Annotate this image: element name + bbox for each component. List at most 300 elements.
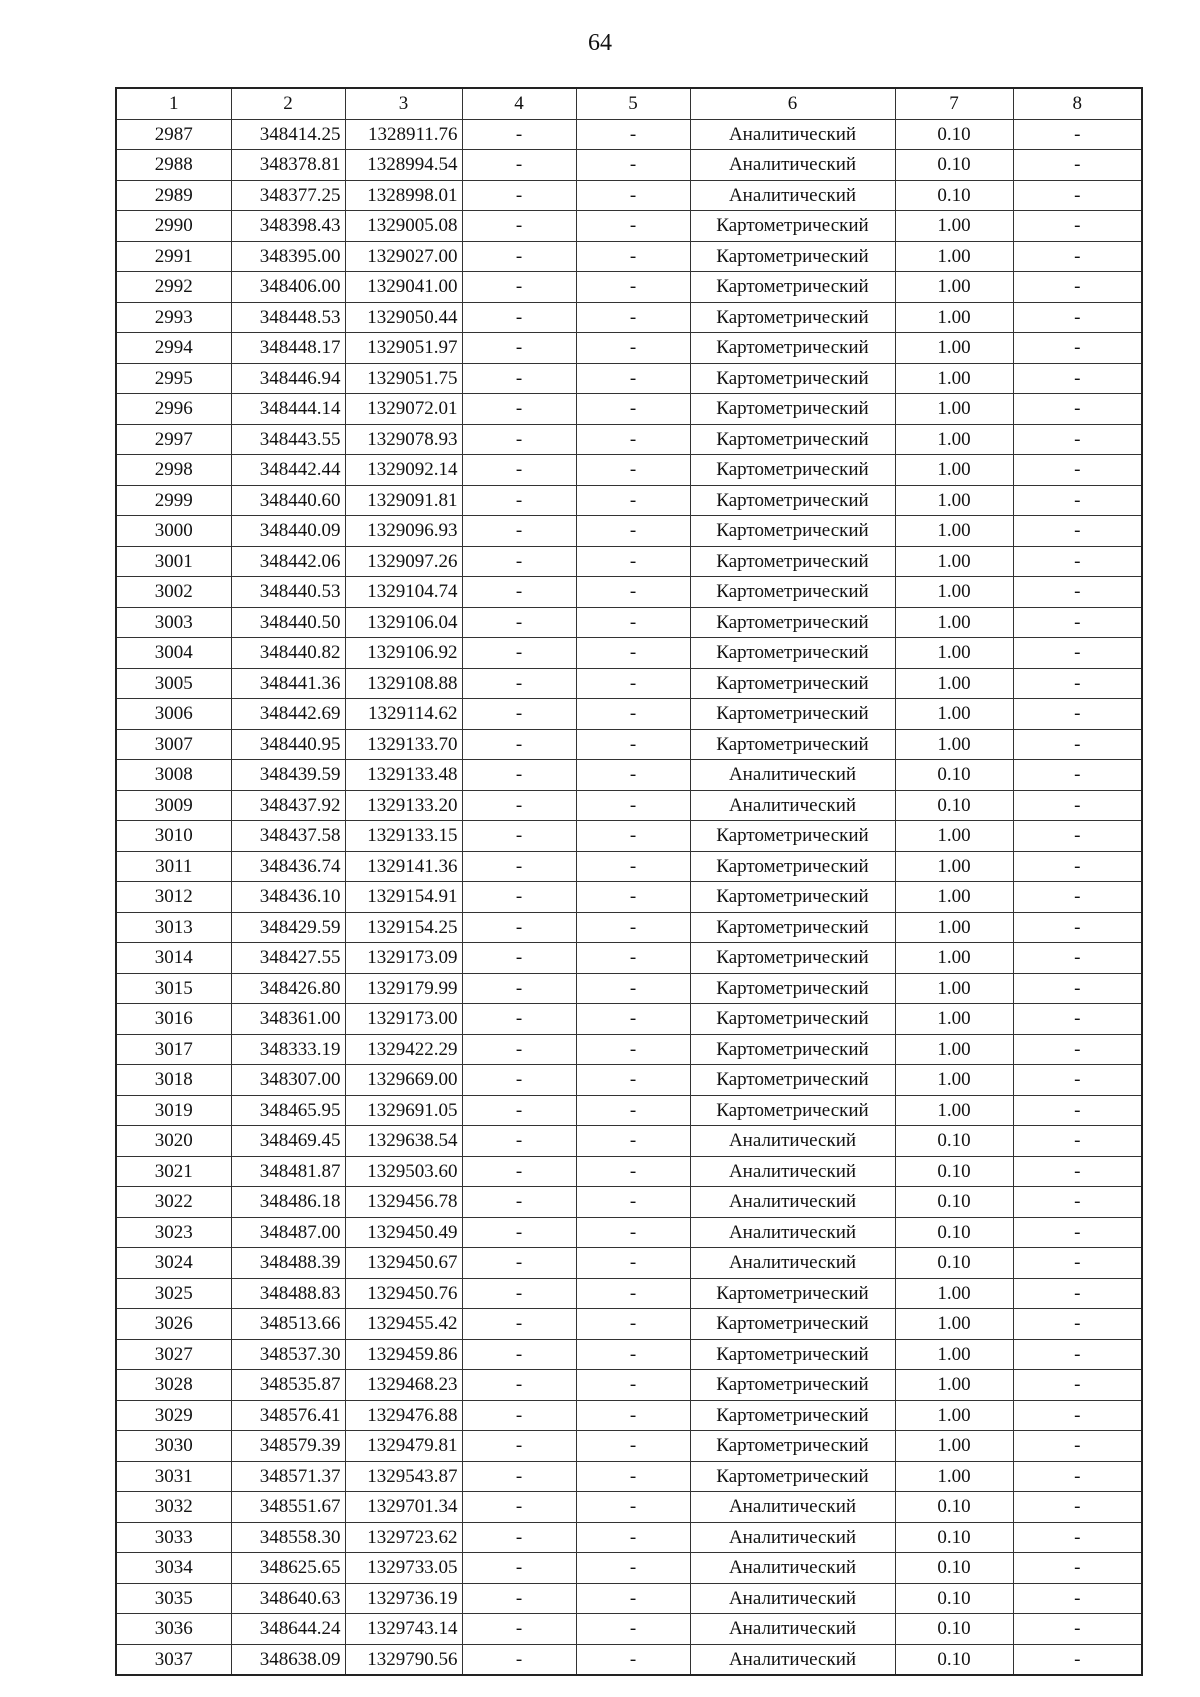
cell-coordinate-y: 1329114.62 <box>345 699 462 730</box>
cell-column-4-value: - <box>462 607 576 638</box>
table-row <box>116 1339 1142 1370</box>
table-row <box>116 638 1142 669</box>
table-row <box>116 455 1142 486</box>
coordinates-table <box>115 87 1143 1676</box>
cell-column-8-value: - <box>1013 1431 1142 1462</box>
cell-method: Картометрический <box>690 516 895 547</box>
cell-coordinate-x: 348440.50 <box>231 607 345 638</box>
cell-method: Картометрический <box>690 882 895 913</box>
cell-column-8-value: - <box>1013 1370 1142 1401</box>
table-row <box>116 790 1142 821</box>
table-row <box>116 1553 1142 1584</box>
cell-accuracy: 1.00 <box>895 241 1013 272</box>
table-row <box>116 1217 1142 1248</box>
cell-column-5-value: - <box>576 546 690 577</box>
cell-column-5-value: - <box>576 1614 690 1645</box>
cell-column-4-value: - <box>462 1370 576 1401</box>
cell-coordinate-x: 348429.59 <box>231 912 345 943</box>
cell-method: Картометрический <box>690 821 895 852</box>
cell-accuracy: 1.00 <box>895 1278 1013 1309</box>
cell-column-8-value: - <box>1013 943 1142 974</box>
cell-method: Картометрический <box>690 912 895 943</box>
table-row <box>116 882 1142 913</box>
cell-coordinate-y: 1329050.44 <box>345 302 462 333</box>
cell-accuracy: 1.00 <box>895 729 1013 760</box>
cell-column-5-value: - <box>576 943 690 974</box>
cell-column-4-value: - <box>462 333 576 364</box>
cell-coordinate-x: 348571.37 <box>231 1461 345 1492</box>
cell-column-4-value: - <box>462 1156 576 1187</box>
cell-method: Картометрический <box>690 1461 895 1492</box>
cell-column-5-value: - <box>576 1126 690 1157</box>
cell-point-number: 2990 <box>116 211 231 242</box>
cell-column-5-value: - <box>576 1400 690 1431</box>
cell-coordinate-x: 348361.00 <box>231 1004 345 1035</box>
cell-point-number: 2999 <box>116 485 231 516</box>
cell-accuracy: 0.10 <box>895 1644 1013 1675</box>
cell-coordinate-y: 1329459.86 <box>345 1339 462 1370</box>
cell-coordinate-y: 1329479.81 <box>345 1431 462 1462</box>
cell-coordinate-x: 348535.87 <box>231 1370 345 1401</box>
cell-method: Картометрический <box>690 363 895 394</box>
cell-column-4-value: - <box>462 973 576 1004</box>
column-header-5: 5 <box>576 88 690 119</box>
cell-method: Картометрический <box>690 211 895 242</box>
cell-accuracy: 1.00 <box>895 1004 1013 1035</box>
cell-point-number: 3020 <box>116 1126 231 1157</box>
cell-column-5-value: - <box>576 1522 690 1553</box>
cell-column-4-value: - <box>462 577 576 608</box>
cell-coordinate-y: 1329450.76 <box>345 1278 462 1309</box>
cell-coordinate-x: 348440.53 <box>231 577 345 608</box>
cell-coordinate-y: 1329691.05 <box>345 1095 462 1126</box>
cell-method: Аналитический <box>690 1126 895 1157</box>
cell-point-number: 3033 <box>116 1522 231 1553</box>
cell-column-5-value: - <box>576 424 690 455</box>
cell-coordinate-x: 348481.87 <box>231 1156 345 1187</box>
cell-column-4-value: - <box>462 1278 576 1309</box>
cell-column-5-value: - <box>576 119 690 150</box>
cell-point-number: 3013 <box>116 912 231 943</box>
cell-column-4-value: - <box>462 912 576 943</box>
cell-column-8-value: - <box>1013 211 1142 242</box>
cell-accuracy: 1.00 <box>895 455 1013 486</box>
cell-point-number: 3034 <box>116 1553 231 1584</box>
cell-coordinate-x: 348488.83 <box>231 1278 345 1309</box>
cell-coordinate-y: 1329173.00 <box>345 1004 462 1035</box>
cell-accuracy: 0.10 <box>895 1217 1013 1248</box>
cell-coordinate-y: 1329456.78 <box>345 1187 462 1218</box>
cell-coordinate-y: 1329790.56 <box>345 1644 462 1675</box>
table-row <box>116 1065 1142 1096</box>
cell-column-4-value: - <box>462 1034 576 1065</box>
cell-point-number: 3005 <box>116 668 231 699</box>
cell-accuracy: 1.00 <box>895 1461 1013 1492</box>
cell-column-4-value: - <box>462 821 576 852</box>
cell-coordinate-y: 1329133.70 <box>345 729 462 760</box>
cell-column-4-value: - <box>462 1248 576 1279</box>
cell-point-number: 3028 <box>116 1370 231 1401</box>
cell-method: Аналитический <box>690 119 895 150</box>
cell-method: Аналитический <box>690 1553 895 1584</box>
table-row <box>116 302 1142 333</box>
cell-accuracy: 1.00 <box>895 912 1013 943</box>
table-row <box>116 1431 1142 1462</box>
cell-column-5-value: - <box>576 1431 690 1462</box>
cell-coordinate-x: 348576.41 <box>231 1400 345 1431</box>
cell-coordinate-x: 348440.60 <box>231 485 345 516</box>
cell-coordinate-y: 1329455.42 <box>345 1309 462 1340</box>
cell-method: Аналитический <box>690 1156 895 1187</box>
table-row <box>116 424 1142 455</box>
cell-coordinate-x: 348436.74 <box>231 851 345 882</box>
cell-coordinate-y: 1329051.75 <box>345 363 462 394</box>
cell-column-8-value: - <box>1013 821 1142 852</box>
cell-column-5-value: - <box>576 1217 690 1248</box>
cell-column-8-value: - <box>1013 1156 1142 1187</box>
cell-method: Картометрический <box>690 607 895 638</box>
cell-column-8-value: - <box>1013 973 1142 1004</box>
cell-point-number: 3002 <box>116 577 231 608</box>
cell-column-8-value: - <box>1013 1187 1142 1218</box>
table-row <box>116 943 1142 974</box>
cell-method: Картометрический <box>690 729 895 760</box>
cell-accuracy: 1.00 <box>895 1065 1013 1096</box>
cell-point-number: 3032 <box>116 1492 231 1523</box>
cell-point-number: 3036 <box>116 1614 231 1645</box>
cell-column-8-value: - <box>1013 394 1142 425</box>
column-header-1: 1 <box>116 88 231 119</box>
cell-coordinate-y: 1329106.92 <box>345 638 462 669</box>
cell-point-number: 3001 <box>116 546 231 577</box>
table-row <box>116 1278 1142 1309</box>
cell-point-number: 2992 <box>116 272 231 303</box>
cell-column-5-value: - <box>576 455 690 486</box>
cell-method: Картометрический <box>690 577 895 608</box>
cell-column-8-value: - <box>1013 1217 1142 1248</box>
cell-coordinate-x: 348437.58 <box>231 821 345 852</box>
cell-method: Картометрический <box>690 394 895 425</box>
cell-column-8-value: - <box>1013 333 1142 364</box>
cell-method: Картометрический <box>690 455 895 486</box>
table-row <box>116 912 1142 943</box>
cell-coordinate-x: 348441.36 <box>231 668 345 699</box>
cell-coordinate-x: 348551.67 <box>231 1492 345 1523</box>
table-row <box>116 1522 1142 1553</box>
cell-coordinate-y: 1329476.88 <box>345 1400 462 1431</box>
table-row <box>116 241 1142 272</box>
cell-accuracy: 1.00 <box>895 546 1013 577</box>
cell-column-8-value: - <box>1013 790 1142 821</box>
cell-point-number: 2996 <box>116 394 231 425</box>
table-row <box>116 1004 1142 1035</box>
cell-column-4-value: - <box>462 1004 576 1035</box>
cell-accuracy: 1.00 <box>895 363 1013 394</box>
cell-coordinate-x: 348378.81 <box>231 150 345 181</box>
table-row <box>116 1156 1142 1187</box>
cell-point-number: 3037 <box>116 1644 231 1675</box>
cell-column-8-value: - <box>1013 302 1142 333</box>
table-row <box>116 119 1142 150</box>
table-row <box>116 1614 1142 1645</box>
table-row <box>116 607 1142 638</box>
cell-column-4-value: - <box>462 241 576 272</box>
cell-point-number: 3010 <box>116 821 231 852</box>
cell-column-4-value: - <box>462 1400 576 1431</box>
table-row <box>116 729 1142 760</box>
table-row <box>116 150 1142 181</box>
cell-accuracy: 0.10 <box>895 1553 1013 1584</box>
cell-method: Картометрический <box>690 668 895 699</box>
cell-accuracy: 1.00 <box>895 607 1013 638</box>
cell-accuracy: 0.10 <box>895 1126 1013 1157</box>
cell-method: Картометрический <box>690 973 895 1004</box>
cell-column-8-value: - <box>1013 180 1142 211</box>
cell-accuracy: 0.10 <box>895 1248 1013 1279</box>
table-row <box>116 272 1142 303</box>
cell-method: Картометрический <box>690 302 895 333</box>
cell-method: Аналитический <box>690 150 895 181</box>
cell-coordinate-x: 348436.10 <box>231 882 345 913</box>
table-header-row <box>116 88 1142 119</box>
cell-method: Картометрический <box>690 1095 895 1126</box>
cell-column-8-value: - <box>1013 455 1142 486</box>
cell-coordinate-y: 1329503.60 <box>345 1156 462 1187</box>
cell-coordinate-x: 348414.25 <box>231 119 345 150</box>
column-header-7: 7 <box>895 88 1013 119</box>
cell-coordinate-y: 1329097.26 <box>345 546 462 577</box>
cell-coordinate-x: 348487.00 <box>231 1217 345 1248</box>
cell-accuracy: 1.00 <box>895 333 1013 364</box>
cell-accuracy: 1.00 <box>895 882 1013 913</box>
cell-method: Аналитический <box>690 790 895 821</box>
cell-point-number: 2995 <box>116 363 231 394</box>
cell-column-4-value: - <box>462 729 576 760</box>
table-row <box>116 1644 1142 1675</box>
cell-column-8-value: - <box>1013 577 1142 608</box>
cell-method: Картометрический <box>690 546 895 577</box>
cell-column-4-value: - <box>462 119 576 150</box>
cell-point-number: 3026 <box>116 1309 231 1340</box>
cell-method: Картометрический <box>690 485 895 516</box>
cell-accuracy: 1.00 <box>895 821 1013 852</box>
cell-column-5-value: - <box>576 790 690 821</box>
cell-column-4-value: - <box>462 699 576 730</box>
cell-coordinate-y: 1329096.93 <box>345 516 462 547</box>
cell-accuracy: 1.00 <box>895 1400 1013 1431</box>
cell-method: Картометрический <box>690 851 895 882</box>
cell-point-number: 2997 <box>116 424 231 455</box>
cell-accuracy: 1.00 <box>895 1034 1013 1065</box>
cell-point-number: 3023 <box>116 1217 231 1248</box>
cell-coordinate-x: 348377.25 <box>231 180 345 211</box>
cell-coordinate-x: 348442.69 <box>231 699 345 730</box>
cell-method: Картометрический <box>690 1370 895 1401</box>
cell-point-number: 3006 <box>116 699 231 730</box>
cell-column-8-value: - <box>1013 272 1142 303</box>
cell-column-4-value: - <box>462 1187 576 1218</box>
cell-coordinate-y: 1329450.49 <box>345 1217 462 1248</box>
cell-coordinate-x: 348558.30 <box>231 1522 345 1553</box>
cell-method: Картометрический <box>690 1004 895 1035</box>
cell-coordinate-y: 1329133.20 <box>345 790 462 821</box>
cell-column-4-value: - <box>462 851 576 882</box>
cell-column-5-value: - <box>576 516 690 547</box>
cell-column-5-value: - <box>576 912 690 943</box>
cell-column-5-value: - <box>576 241 690 272</box>
cell-point-number: 3035 <box>116 1583 231 1614</box>
cell-coordinate-x: 348537.30 <box>231 1339 345 1370</box>
cell-point-number: 3008 <box>116 760 231 791</box>
cell-point-number: 2994 <box>116 333 231 364</box>
column-header-3: 3 <box>345 88 462 119</box>
column-header-2: 2 <box>231 88 345 119</box>
cell-accuracy: 1.00 <box>895 973 1013 1004</box>
cell-column-5-value: - <box>576 1065 690 1096</box>
cell-accuracy: 0.10 <box>895 760 1013 791</box>
cell-coordinate-y: 1329078.93 <box>345 424 462 455</box>
cell-point-number: 3004 <box>116 638 231 669</box>
cell-column-5-value: - <box>576 333 690 364</box>
cell-column-5-value: - <box>576 1583 690 1614</box>
cell-accuracy: 0.10 <box>895 1187 1013 1218</box>
cell-method: Картометрический <box>690 1400 895 1431</box>
cell-column-8-value: - <box>1013 699 1142 730</box>
cell-coordinate-y: 1329072.01 <box>345 394 462 425</box>
cell-column-4-value: - <box>462 516 576 547</box>
cell-method: Картометрический <box>690 1339 895 1370</box>
cell-column-5-value: - <box>576 1644 690 1675</box>
cell-accuracy: 0.10 <box>895 180 1013 211</box>
cell-method: Аналитический <box>690 1644 895 1675</box>
cell-accuracy: 1.00 <box>895 577 1013 608</box>
cell-column-5-value: - <box>576 211 690 242</box>
cell-column-4-value: - <box>462 546 576 577</box>
cell-accuracy: 1.00 <box>895 302 1013 333</box>
cell-accuracy: 0.10 <box>895 1583 1013 1614</box>
cell-coordinate-x: 348440.09 <box>231 516 345 547</box>
cell-accuracy: 1.00 <box>895 668 1013 699</box>
cell-method: Аналитический <box>690 1217 895 1248</box>
cell-column-8-value: - <box>1013 1553 1142 1584</box>
cell-column-5-value: - <box>576 302 690 333</box>
cell-column-8-value: - <box>1013 1065 1142 1096</box>
cell-accuracy: 0.10 <box>895 1522 1013 1553</box>
cell-column-8-value: - <box>1013 760 1142 791</box>
cell-column-5-value: - <box>576 729 690 760</box>
cell-column-5-value: - <box>576 1492 690 1523</box>
cell-method: Аналитический <box>690 1248 895 1279</box>
cell-column-5-value: - <box>576 699 690 730</box>
cell-column-5-value: - <box>576 973 690 1004</box>
cell-column-8-value: - <box>1013 1614 1142 1645</box>
cell-column-5-value: - <box>576 1248 690 1279</box>
cell-column-5-value: - <box>576 180 690 211</box>
cell-column-4-value: - <box>462 1095 576 1126</box>
table-body <box>116 119 1142 1675</box>
cell-point-number: 3003 <box>116 607 231 638</box>
cell-column-5-value: - <box>576 1553 690 1584</box>
cell-method: Аналитический <box>690 1614 895 1645</box>
cell-column-5-value: - <box>576 272 690 303</box>
cell-column-4-value: - <box>462 363 576 394</box>
cell-coordinate-x: 348426.80 <box>231 973 345 1004</box>
cell-accuracy: 0.10 <box>895 150 1013 181</box>
cell-accuracy: 0.10 <box>895 1614 1013 1645</box>
cell-column-5-value: - <box>576 394 690 425</box>
table-row <box>116 1248 1142 1279</box>
cell-column-4-value: - <box>462 211 576 242</box>
cell-accuracy: 1.00 <box>895 943 1013 974</box>
cell-point-number: 3019 <box>116 1095 231 1126</box>
cell-column-4-value: - <box>462 1553 576 1584</box>
cell-column-4-value: - <box>462 1583 576 1614</box>
column-header-6: 6 <box>690 88 895 119</box>
cell-point-number: 3029 <box>116 1400 231 1431</box>
table-row <box>116 668 1142 699</box>
cell-column-5-value: - <box>576 760 690 791</box>
cell-point-number: 3025 <box>116 1278 231 1309</box>
cell-accuracy: 1.00 <box>895 424 1013 455</box>
cell-coordinate-y: 1329091.81 <box>345 485 462 516</box>
table-row <box>116 821 1142 852</box>
cell-column-4-value: - <box>462 1644 576 1675</box>
cell-point-number: 3022 <box>116 1187 231 1218</box>
cell-accuracy: 0.10 <box>895 1492 1013 1523</box>
cell-coordinate-x: 348442.44 <box>231 455 345 486</box>
cell-coordinate-y: 1329638.54 <box>345 1126 462 1157</box>
cell-method: Картометрический <box>690 1034 895 1065</box>
cell-column-4-value: - <box>462 790 576 821</box>
cell-point-number: 3017 <box>116 1034 231 1065</box>
table-row <box>116 363 1142 394</box>
cell-coordinate-x: 348446.94 <box>231 363 345 394</box>
table-row <box>116 1187 1142 1218</box>
cell-accuracy: 1.00 <box>895 211 1013 242</box>
cell-coordinate-x: 348465.95 <box>231 1095 345 1126</box>
cell-accuracy: 1.00 <box>895 394 1013 425</box>
cell-column-8-value: - <box>1013 912 1142 943</box>
table-row <box>116 851 1142 882</box>
cell-column-5-value: - <box>576 1095 690 1126</box>
cell-column-4-value: - <box>462 943 576 974</box>
cell-coordinate-y: 1329092.14 <box>345 455 462 486</box>
cell-column-4-value: - <box>462 424 576 455</box>
cell-coordinate-x: 348448.17 <box>231 333 345 364</box>
cell-column-5-value: - <box>576 668 690 699</box>
cell-coordinate-x: 348579.39 <box>231 1431 345 1462</box>
cell-point-number: 3016 <box>116 1004 231 1035</box>
cell-accuracy: 1.00 <box>895 699 1013 730</box>
cell-coordinate-y: 1329422.29 <box>345 1034 462 1065</box>
cell-point-number: 2988 <box>116 150 231 181</box>
cell-accuracy: 1.00 <box>895 638 1013 669</box>
cell-coordinate-y: 1329743.14 <box>345 1614 462 1645</box>
cell-column-5-value: - <box>576 1156 690 1187</box>
cell-coordinate-x: 348486.18 <box>231 1187 345 1218</box>
cell-coordinate-y: 1329669.00 <box>345 1065 462 1096</box>
cell-column-8-value: - <box>1013 668 1142 699</box>
cell-column-4-value: - <box>462 1309 576 1340</box>
table-row <box>116 760 1142 791</box>
table-row <box>116 1461 1142 1492</box>
cell-coordinate-y: 1328911.76 <box>345 119 462 150</box>
cell-accuracy: 1.00 <box>895 1431 1013 1462</box>
table-row <box>116 516 1142 547</box>
cell-coordinate-y: 1329005.08 <box>345 211 462 242</box>
cell-coordinate-y: 1329736.19 <box>345 1583 462 1614</box>
cell-column-8-value: - <box>1013 1309 1142 1340</box>
